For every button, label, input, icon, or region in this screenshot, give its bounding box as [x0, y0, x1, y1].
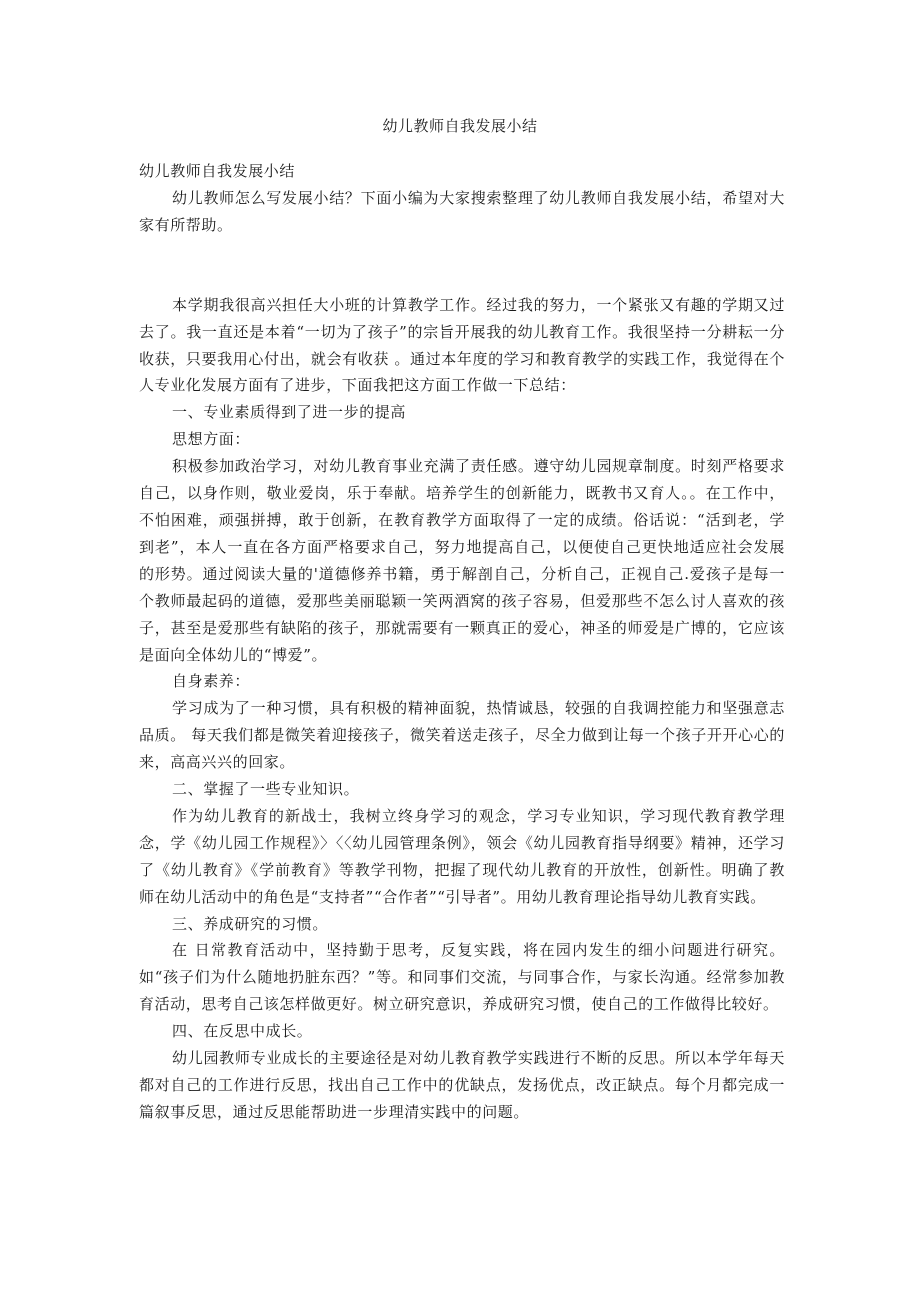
paragraph-spacer [139, 239, 785, 292]
body-paragraph: 本学期我很高兴担任大小班的计算教学工作。经过我的努力，一个紧张又有趣的学期又过去了。我一直还是本着“一切为了孩子”的宗旨开展我的幼儿教育工作。我很坚持一分耕耘一分收获，只要我用心付出，就会有收获 。通过本年度的学习和教育教学的实践工作，我觉得在个人专业化发展方面有了进步，下面我把这方面工作做一下总结： [139, 295, 785, 395]
section-heading: 三、养成研究的习惯。 [172, 914, 329, 933]
section-heading: 一、专业素质得到了进一步的提高 [172, 403, 407, 422]
subsection-heading: 思想方面： [172, 430, 251, 449]
section-heading: 四、在反思中成长。 [172, 1022, 313, 1041]
body-paragraph: 在 日常教育活动中，坚持勤于思考，反复实践，将在园内发生的细小问题进行研究。如“孩子们为什么随地扔脏东西？”等。和同事们交流，与同事合作，与家长沟通。经常参加教育活动，思考自己该怎样做更好。树立研究意识，养成研究习惯，使自己的工作做得比较好。 [139, 941, 785, 1014]
body-paragraph: 积极参加政治学习，对幼儿教育事业充满了责任感。遵守幼儿园规章制度。时刻严格要求自己，以身作则，敬业爱岗，乐于奉献。培养学生的创新能力，既教书又育人。。在工作中，不怕困难，顽强拼搏，敢于创新，在教育教学方面取得了一定的成绩。俗话说：“活到老，学到老”，本人一直在各方面严格要求自己，努力地提高自己，以便使自己更快地适应社会发展的形势。通过阅读大量的'道德修养书籍，勇于解剖自己，分析自己，正视自己.爱孩子是每一个教师最起码的道德，爱那些美丽聪颖一笑两酒窝的孩子容易，但爱那些不怎么讨人喜欢的孩子，甚至是爱那些有缺陷的孩子，那就需要有一颗真正的爱心，神圣的师爱是广博的，它应该是面向全体幼儿的“博爱”。 [139, 457, 785, 664]
body-paragraph: 作为幼儿教育的新战士，我树立终身学习的观念，学习专业知识，学习现代教育教学理念，学《幼儿园工作规程》〉〈〈幼儿园管理条例》，领会《幼儿园教育指导纲要》精神，还学习了《幼儿教育》《学前教育》等教学刊物，把握了现代幼儿教育的开放性，创新性。明确了教师在幼儿活动中的角色是“支持者”“合作者”“引导者”。用幼儿教育理论指导幼儿教育实践。 [139, 806, 785, 906]
intro-paragraph: 幼儿教师怎么写发展小结？下面小编为大家搜索整理了幼儿教师自我发展小结，希望对大家有所帮助。 [139, 188, 785, 234]
document-subtitle: 幼儿教师自我发展小结 [139, 162, 296, 180]
section-heading: 二、掌握了一些专业知识。 [172, 780, 360, 799]
subsection-heading: 自身素养： [172, 672, 251, 691]
body-paragraph: 幼儿园教师专业成长的主要途径是对幼儿教育教学实践进行不断的反思。所以本学年每天都对自己的工作进行反思，找出自己工作中的优缺点，发扬优点，改正缺点。每个月都完成一篇叙事反思，通过反思能帮助进一步理清实践中的问题。 [139, 1049, 785, 1121]
body-paragraph: 学习成为了一种习惯，具有积极的精神面貌，热情诚恳，较强的自我调控能力和坚强意志品质。 每天我们都是微笑着迎接孩子，微笑着送走孩子，尽全力做到让每一个孩子开开心心的来，高高兴兴的回家。 [139, 699, 785, 772]
document-title: 幼儿教师自我发展小结 [382, 117, 538, 135]
document-body [139, 158, 785, 1126]
